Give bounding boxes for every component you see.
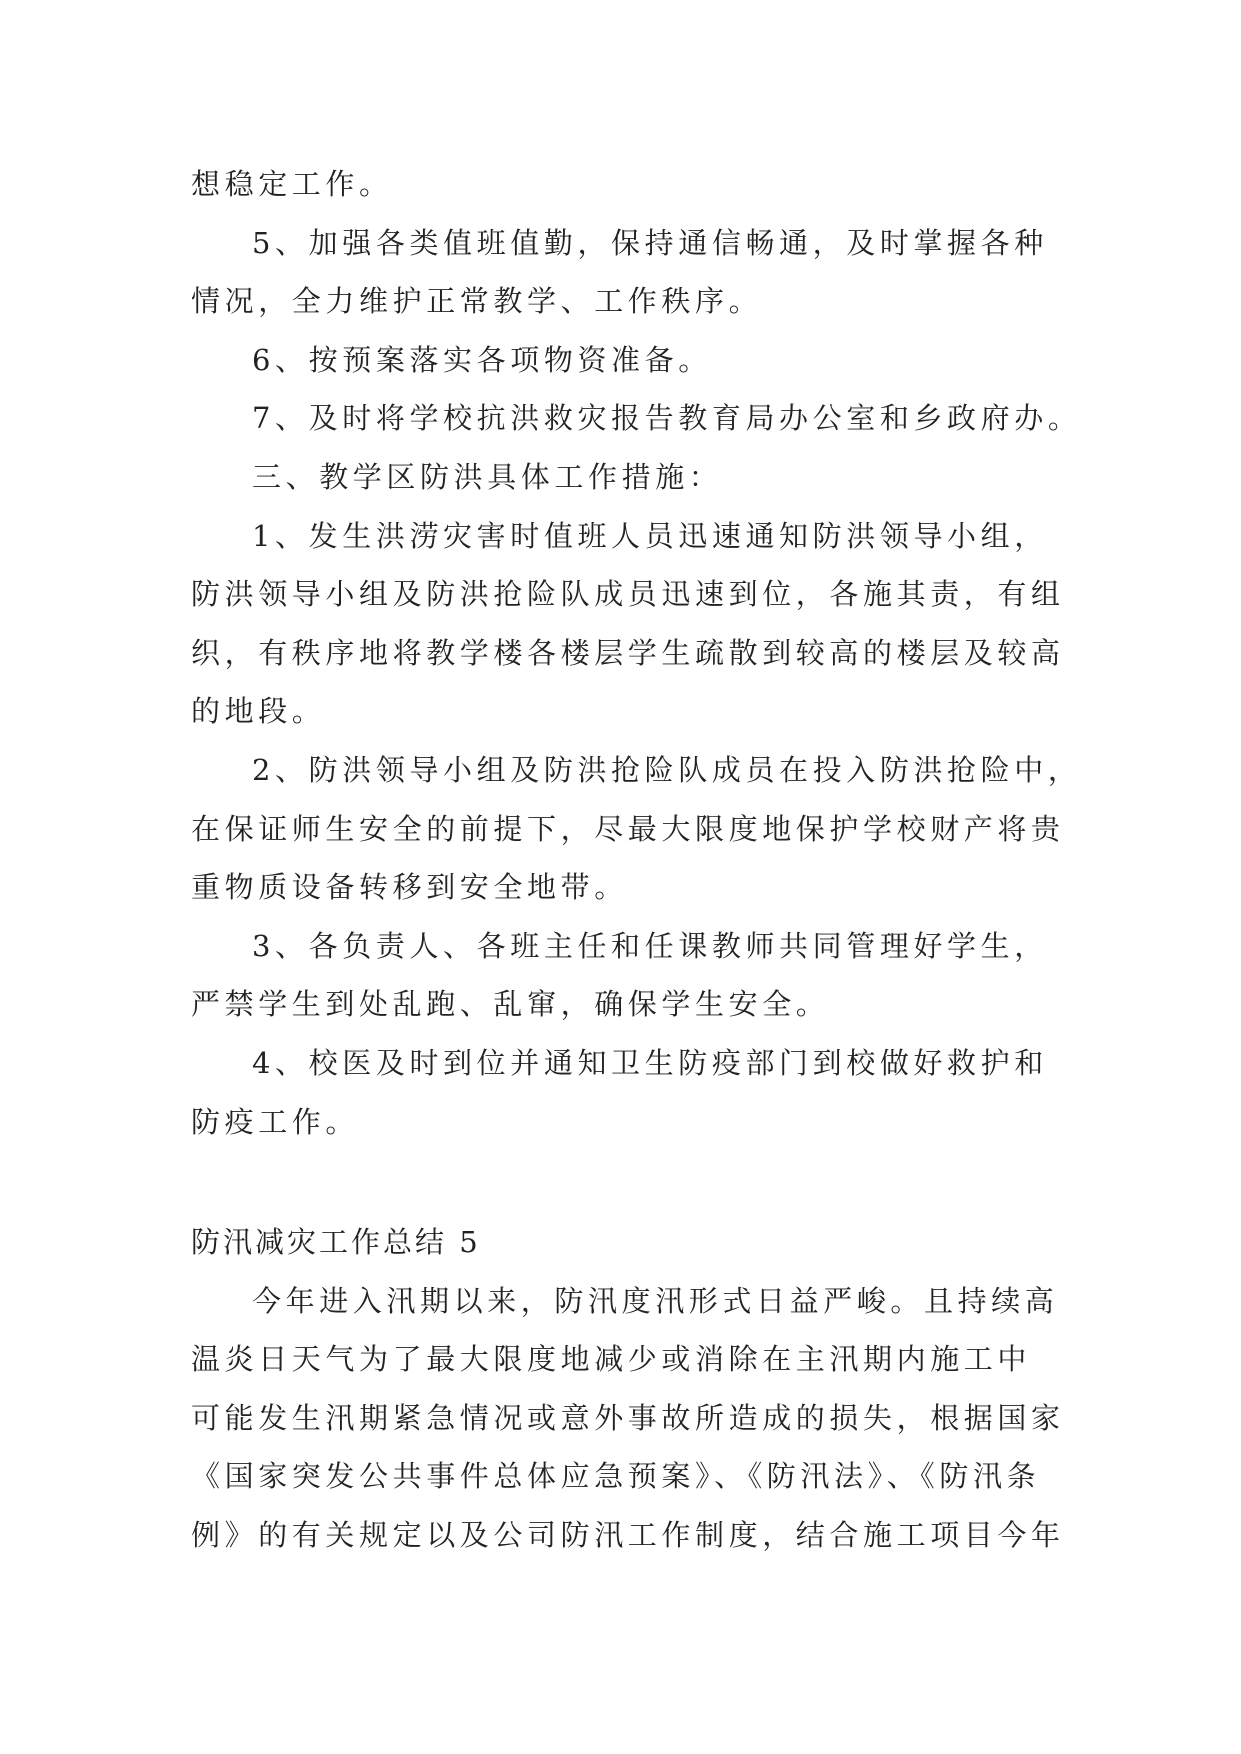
text-line: 的地段。	[191, 694, 326, 729]
text-line: 7、及时将学校抗洪救灾报告教育局办公室和乡政府办。	[252, 401, 1082, 436]
text-line: 4、校医及时到位并通知卫生防疫部门到校做好救护和	[252, 1045, 1048, 1080]
text-line: 织，有秩序地将教学楼各楼层学生疏散到较高的楼层及较高	[191, 635, 1065, 670]
text-line: 可能发生汛期紧急情况或意外事故所造成的损失，根据国家	[191, 1400, 1065, 1435]
text-line: 今年进入汛期以来，防汛度汛形式日益严峻。且持续高	[252, 1283, 1059, 1318]
section-heading-block	[191, 1213, 1061, 1272]
text-line: 在保证师生安全的前提下，尽最大限度地保护学校财产将贵	[191, 811, 1065, 846]
body-text-part-2	[191, 1272, 1065, 1565]
body-text-part-1	[191, 155, 1082, 1151]
document-body	[191, 155, 1082, 1565]
text-line: 6、按预案落实各项物资准备。	[252, 342, 712, 377]
text-line: 想稳定工作。	[191, 167, 393, 201]
text-line: 例》的有关规定以及公司防汛工作制度，结合施工项目今年	[191, 1518, 1065, 1553]
text-line: 防疫工作。	[191, 1104, 360, 1139]
section-heading: 防汛减灾工作总结 5	[191, 1225, 481, 1260]
text-line: 重物质设备转移到安全地带。	[191, 870, 628, 905]
text-line: 1、发生洪涝灾害时值班人员迅速通知防洪领导小组，	[252, 518, 1048, 553]
text-line: 情况，全力维护正常教学、工作秩序。	[191, 284, 763, 319]
text-line: 防洪领导小组及防洪抢险队成员迅速到位，各施其责，有组	[191, 577, 1065, 612]
text-line: 三、教学区防洪具体工作措施：	[252, 459, 723, 494]
text-line: 《国家突发公共事件总体应急预案》、《防汛法》、《防汛条	[191, 1459, 1041, 1494]
text-line: 3、各负责人、各班主任和任课教师共同管理好学生，	[252, 928, 1048, 963]
text-line: 严禁学生到处乱跑、乱窜，确保学生安全。	[191, 987, 830, 1022]
text-line: 2、防洪领导小组及防洪抢险队成员在投入防洪抢险中，	[252, 752, 1082, 787]
text-line: 5、加强各类值班值勤，保持通信畅通，及时掌握各种	[252, 225, 1048, 260]
text-line: 温炎日天气为了最大限度地减少或消除在主汛期内施工中	[191, 1342, 1032, 1377]
